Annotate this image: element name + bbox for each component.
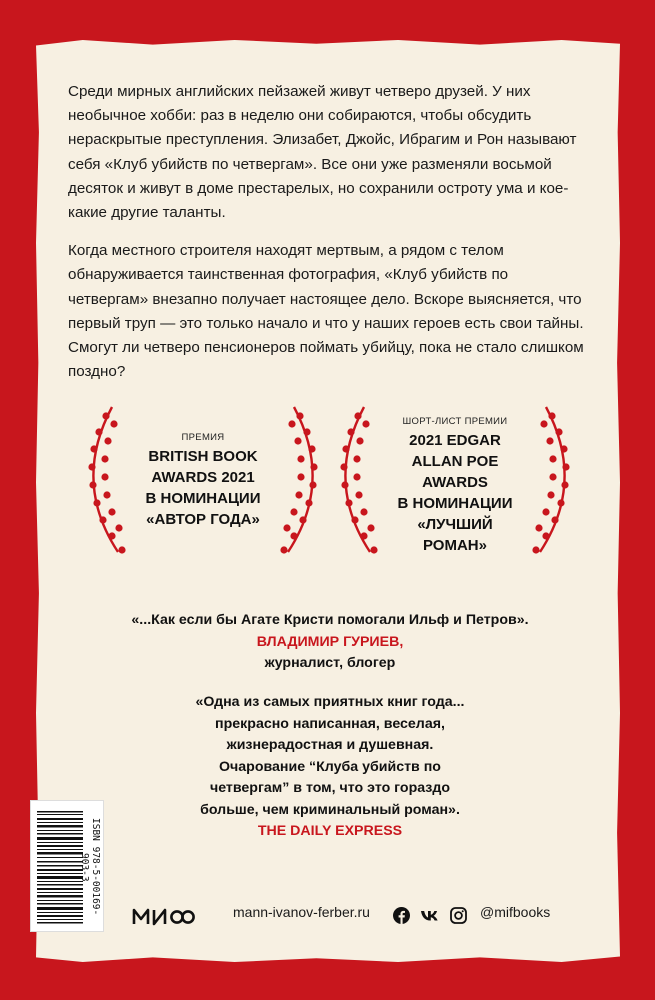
social-handle[interactable]: @mifbooks (480, 904, 551, 920)
isbn-number: ISBN 978-5-00169-903-3 (79, 818, 101, 916)
quote-author: ВЛАДИМИР ГУРИЕВ, (256, 633, 404, 650)
social-icons (393, 907, 467, 924)
barcode-icon (37, 809, 83, 925)
award-edgar-allan-poe (330, 402, 580, 562)
award-title: BRITISH BOOK AWARDS 2021 В НОМИНАЦИИ «АВТОР ГОДА» (145, 448, 261, 528)
quote-author: THE DAILY EXPRESS (257, 823, 403, 839)
facebook-icon[interactable] (393, 907, 410, 924)
isbn-barcode (30, 800, 104, 932)
book-description (68, 80, 588, 398)
quote-daily-express (195, 692, 465, 843)
vk-icon[interactable] (420, 907, 440, 924)
description-paragraph-1: Среди мирных английских пейзажей живут четверо друзей. У них необычное хобби: раз в неделю они собираются, чтобы обсудить нераскрытые преступления. Элизабет, Джойс, Ибрагим и Рон называют себя «Клуб убийств по четвергам». Все они уже разменяли восьмой десяток и живут в доме престарелых, но сохранили остроту ума и кое-какие другие таланты. (68, 83, 577, 222)
award-british-book (78, 402, 328, 562)
quote-author-role: журналист, блогер (264, 655, 396, 671)
quote-guriev (70, 610, 590, 675)
quote-text: «...Как если бы Агате Кристи помогали Ильф и Петров». (131, 612, 529, 628)
mif-logo-icon (132, 904, 202, 930)
award-label: ШОРТ-ЛИСТ ПРЕМИИ (402, 416, 508, 427)
award-title: 2021 EDGAR ALLAN POE AWARDS В НОМИНАЦИИ «ЛУЧШИЙ РОМАН» (397, 432, 513, 554)
description-paragraph-2: Когда местного строителя находят мертвым, а рядом с телом обнаруживается таинственная фотография, «Клуб убийств по четвергам» внезапно получает настоящее дело. Вскоре выясняется, что первый труп — это только начало и что у наших героев есть свои тайны. Смогут ли четверо пенсионеров поймать убийцу, пока не стало слишком поздно? (68, 242, 584, 381)
instagram-icon[interactable] (450, 907, 467, 924)
award-label: ПРЕМИЯ (181, 432, 225, 443)
publisher-website[interactable]: mann-ivanov-ferber.ru (233, 904, 370, 920)
quote-text: «Одна из самых приятных книг года... прекрасно написанная, веселая, жизнерадостная и душевная. Очарование “Клуба убийств по четвергам” в том, что это гораздо больше, чем криминальный роман». (195, 694, 465, 818)
publisher-logo (132, 904, 202, 935)
